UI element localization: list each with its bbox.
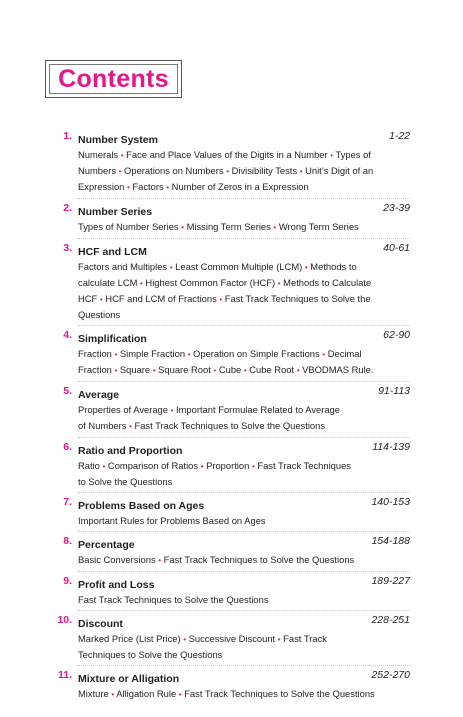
bullet-separator: • — [299, 167, 303, 176]
page-range: 1-22 — [388, 130, 410, 142]
chapter-title[interactable]: Profit and Loss — [78, 579, 155, 591]
toc-entry-header — [63, 496, 410, 512]
chapter-topics — [78, 551, 410, 568]
bullet-separator: • — [99, 295, 103, 304]
bullet-separator: • — [102, 462, 106, 471]
toc-entry[interactable] — [40, 669, 410, 702]
toc-entry-header — [63, 329, 410, 345]
toc-entry[interactable] — [40, 535, 410, 568]
chapter-title[interactable]: Number Series — [78, 206, 153, 218]
topic-line: Numbers • Operations on Numbers • Divisibility Tests • Unit’s Digit of an — [78, 165, 374, 176]
topic-line: Numerals • Face and Place Values of the Digits in a Number • Types of — [78, 149, 371, 160]
toc-entry[interactable] — [40, 242, 410, 322]
topic-line: of Numbers • Fast Track Techniques to Solve the Questions — [78, 420, 326, 431]
page-range: 62-90 — [383, 329, 410, 341]
chapter-topics — [78, 591, 410, 607]
bullet-separator: • — [226, 167, 230, 176]
contents-title-box — [45, 60, 182, 98]
bullet-separator: • — [200, 462, 204, 471]
bullet-separator: • — [118, 167, 122, 176]
toc-entry-header — [57, 614, 410, 630]
bullet-separator: • — [140, 279, 143, 288]
bullet-separator: • — [251, 462, 255, 471]
chapter-number: 11. — [57, 669, 72, 681]
page-range: 23-39 — [383, 202, 410, 214]
bullet-separator: • — [120, 151, 124, 160]
table-of-contents — [40, 130, 410, 709]
chapter-title[interactable]: Ratio and Proportion — [78, 445, 183, 457]
chapter-topics — [78, 457, 410, 489]
toc-entry[interactable] — [40, 202, 410, 235]
toc-entry[interactable] — [40, 329, 410, 378]
chapter-topics — [78, 685, 410, 702]
chapter-number: 4. — [63, 329, 72, 341]
chapter-number: 9. — [63, 575, 72, 587]
topic-line: HCF • HCF and LCM of Fractions • Fast Track Techniques to Solve the — [78, 293, 371, 304]
bullet-separator: • — [158, 556, 162, 565]
chapter-title[interactable]: Simplification — [78, 333, 147, 345]
chapter-topics — [78, 401, 410, 434]
chapter-number: 8. — [63, 535, 72, 547]
toc-entry[interactable] — [40, 130, 410, 195]
page-range: 189-227 — [371, 575, 410, 587]
bullet-separator: • — [114, 366, 118, 375]
toc-entry-header — [63, 575, 410, 591]
topic-line: Basic Conversions • Fast Track Techniques to Solve the Questions — [78, 554, 355, 565]
bullet-separator: • — [296, 366, 300, 375]
bullet-separator: • — [277, 279, 281, 288]
bullet-separator: • — [169, 263, 173, 272]
chapter-topics — [78, 218, 410, 235]
topic-line: Questions — [78, 309, 121, 320]
chapter-title[interactable]: Mixture or Alligation — [78, 673, 180, 685]
bullet-separator: • — [181, 223, 184, 232]
page-range: 140-153 — [371, 496, 410, 508]
topic-line: Important Rules for Problems Based on Ages — [78, 515, 266, 526]
page-range: 228-251 — [371, 614, 410, 626]
toc-entry[interactable] — [40, 575, 410, 607]
bullet-separator: • — [152, 366, 156, 375]
page-range: 252-270 — [371, 669, 410, 681]
topic-line: Fraction • Simple Fraction • Operation on Simple Fractions • Decimal — [78, 348, 362, 359]
bullet-separator: • — [213, 366, 217, 375]
chapter-title[interactable]: Discount — [78, 618, 123, 630]
bullet-separator: • — [322, 350, 326, 359]
bullet-separator: • — [243, 366, 247, 375]
bullet-separator: • — [170, 406, 174, 415]
topic-line: Mixture • Alligation Rule • Fast Track Techniques to Solve the Questions — [78, 688, 375, 699]
toc-entry-header — [63, 202, 410, 218]
bullet-separator: • — [178, 690, 182, 699]
toc-entry-header — [63, 385, 410, 401]
topic-line: calculate LCM • Highest Common Factor (HCF) • Methods to Calculate — [78, 277, 372, 288]
chapter-title[interactable]: Problems Based on Ages — [78, 500, 205, 512]
topic-line: Ratio • Comparison of Ratios • Proportion • Fast Track Techniques — [78, 460, 351, 471]
bullet-separator: • — [129, 422, 132, 431]
chapter-title[interactable]: Percentage — [78, 539, 135, 551]
chapter-title[interactable]: HCF and LCM — [78, 246, 147, 258]
topic-line: Factors and Multiples • Least Common Multiple (LCM) • Methods to — [78, 261, 357, 272]
topic-line: to Solve the Questions — [78, 476, 173, 487]
chapter-number: 5. — [63, 385, 72, 397]
bullet-separator: • — [187, 350, 191, 359]
bullet-separator: • — [111, 690, 115, 699]
page-range: 40-61 — [383, 242, 410, 254]
toc-entry[interactable] — [40, 385, 410, 434]
toc-entry[interactable] — [40, 614, 410, 662]
topic-line: Techniques to Solve the Questions — [78, 649, 223, 660]
bullet-separator: • — [330, 151, 334, 160]
chapter-number: 6. — [63, 441, 72, 453]
bullet-separator: • — [304, 263, 308, 272]
toc-entry-header — [63, 441, 410, 457]
bullet-separator: • — [166, 183, 170, 192]
chapter-number: 10. — [57, 614, 72, 626]
chapter-topics — [78, 258, 410, 322]
chapter-number: 7. — [63, 496, 72, 508]
toc-entry-header — [63, 242, 410, 258]
chapter-topics — [78, 512, 410, 528]
toc-entry[interactable] — [40, 496, 410, 528]
topic-line: Expression • Factors • Number of Zeros in a Expression — [78, 181, 309, 192]
topic-line: Properties of Average • Important Formulae Related to Average — [78, 404, 340, 415]
toc-entry-header — [63, 535, 410, 551]
topic-line: Fast Track Techniques to Solve the Questions — [78, 594, 269, 605]
chapter-topics — [78, 345, 410, 378]
page-range: 154-188 — [371, 535, 410, 547]
bullet-separator: • — [183, 635, 187, 644]
bullet-separator: • — [114, 350, 118, 359]
bullet-separator: • — [277, 635, 281, 644]
topic-line: Types of Number Series • Missing Term Series • Wrong Term Series — [78, 221, 359, 232]
topic-line: Marked Price (List Price) • Successive Discount • Fast Track — [78, 633, 327, 644]
chapter-number: 1. — [63, 130, 72, 142]
chapter-number: 3. — [63, 242, 72, 254]
topic-line: Fraction • Square • Square Root • Cube • Cube Root • VBODMAS Rule. — [78, 364, 374, 375]
chapter-number: 2. — [63, 202, 72, 214]
toc-entry[interactable] — [40, 441, 410, 489]
chapter-title[interactable]: Average — [78, 389, 120, 401]
bullet-separator: • — [273, 223, 277, 232]
toc-entry-header — [63, 130, 410, 146]
chapter-title[interactable]: Number System — [78, 134, 158, 146]
bullet-separator: • — [219, 295, 223, 304]
page-range: 114-139 — [372, 441, 410, 453]
page-range: 91-113 — [378, 385, 410, 397]
toc-entry-header — [57, 669, 410, 685]
chapter-topics — [78, 630, 410, 662]
page-title: Contents — [58, 64, 169, 93]
chapter-topics — [78, 146, 410, 195]
bullet-separator: • — [126, 183, 130, 192]
